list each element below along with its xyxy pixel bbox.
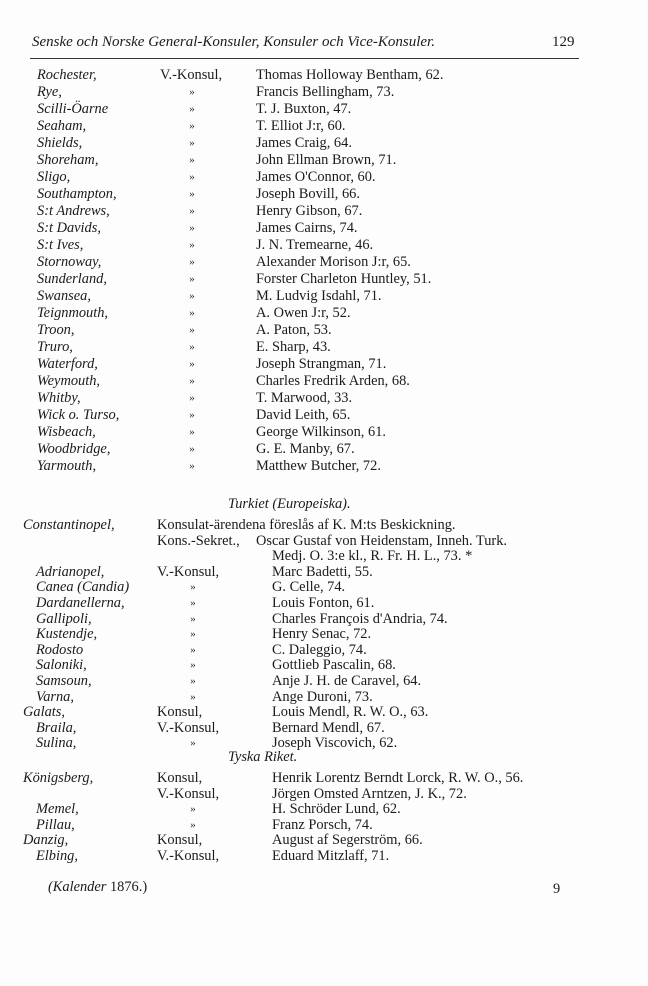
consul-rank: V.-Konsul, [157, 848, 220, 864]
ditto-mark: » [189, 154, 195, 166]
consul-name: Oscar Gustaf von Heidenstam, Inneh. Turk. [256, 532, 507, 549]
consul-name: T. J. Buxton, 47. [256, 101, 352, 117]
consul-name: Henry Senac, 72. [272, 626, 372, 643]
place-name: Whitby, [37, 390, 81, 406]
ditto-mark: » [189, 307, 195, 319]
consul-name: Eduard Mitzlaff, 71. [272, 848, 390, 864]
place-name: S:t Ives, [37, 237, 84, 253]
ditto-mark: » [190, 690, 196, 703]
consul-name: Medj. O. 3:e kl., R. Fr. H. L., 73. * [272, 548, 473, 565]
consul-name: C. Daleggio, 74. [272, 641, 367, 658]
consul-name: M. Ludvig Isdahl, 71. [256, 288, 382, 304]
ditto-mark: » [189, 358, 195, 370]
consul-rank: V.-Konsul, [157, 563, 220, 580]
place-name: Southampton, [37, 186, 117, 202]
place-name: Sunderland, [37, 271, 107, 287]
consul-name: James O'Connor, 60. [256, 169, 376, 185]
place-name: S:t Andrews, [37, 203, 110, 219]
place-name: Dardanellerna, [36, 595, 125, 611]
consul-name: Joseph Viscovich, 62. [272, 735, 398, 752]
consul-name: James Craig, 64. [256, 135, 352, 151]
ditto-mark: » [190, 659, 196, 672]
consul-name: Joseph Strangman, 71. [256, 356, 387, 372]
ditto-mark: » [189, 188, 195, 200]
consul-name: T. Elliot J:r, 60. [256, 118, 346, 134]
place-name: Waterford, [37, 356, 98, 372]
consul-rank: Konsul, [157, 770, 203, 786]
place-name: Yarmouth, [37, 458, 97, 474]
consul-name: Charles Fredrik Arden, 68. [256, 373, 410, 389]
place-name: Wisbeach, [37, 424, 96, 440]
ditto-mark: » [190, 581, 196, 594]
place-name: Pillau, [36, 816, 75, 833]
ditto-mark: » [189, 375, 195, 387]
consul-name: Marc Badetti, 55. [272, 563, 373, 580]
ditto-mark: » [189, 256, 195, 268]
place-name: Königsberg, [23, 770, 94, 786]
consul-name: Henrik Lorentz Berndt Lorck, R. W. O., 56. [272, 770, 524, 786]
consul-name: Konsulat-ärendena föreslås af K. M:ts Beskickning. [157, 517, 456, 533]
place-name: Shoreham, [37, 152, 99, 168]
place-name: Seaham, [37, 118, 87, 134]
consul-name: G. Celle, 74. [272, 579, 346, 596]
place-name: Stornoway, [37, 254, 102, 270]
consul-name: Louis Mendl, R. W. O., 63. [272, 704, 429, 721]
place-name: Sligo, [37, 169, 71, 185]
consul-name: Charles François d'Andria, 74. [272, 610, 448, 627]
ditto-mark: » [190, 612, 196, 625]
consul-name: A. Paton, 53. [256, 322, 332, 338]
ditto-mark: » [189, 273, 195, 285]
consul-name: Jörgen Omsted Arntzen, J. K., 72. [272, 785, 467, 802]
ditto-mark: » [190, 818, 196, 831]
place-name: Rye, [37, 84, 62, 100]
place-name: Wick o. Turso, [37, 407, 120, 423]
consul-name: August af Segerström, 66. [272, 832, 423, 849]
consul-name: Franz Porsch, 74. [272, 816, 373, 833]
page-number: 129 [552, 34, 575, 50]
consul-name: A. Owen J:r, 52. [256, 305, 351, 321]
place-name: Teignmouth, [37, 305, 109, 321]
ditto-mark: » [189, 341, 195, 353]
consul-name: Matthew Butcher, 72. [256, 458, 381, 474]
place-name: Truro, [37, 339, 73, 355]
place-name: Adrianopel, [36, 563, 105, 580]
consul-rank: V.-Konsul, [157, 719, 220, 736]
consul-name: J. N. Tremearne, 46. [256, 237, 374, 253]
place-name: Elbing, [36, 848, 78, 864]
consul-name: George Wilkinson, 61. [256, 424, 386, 440]
consul-name: H. Schröder Lund, 62. [272, 801, 401, 818]
running-header-title: Senske och Norske General-Konsuler, Konsuler och Vice-Konsuler. [32, 34, 435, 50]
consul-name: Anje J. H. de Caravel, 64. [272, 673, 422, 689]
consul-name: Bernard Mendl, 67. [272, 719, 385, 736]
place-name: Troon, [37, 322, 75, 338]
ditto-mark: » [190, 803, 196, 816]
consul-rank: Konsul, [157, 832, 203, 849]
place-name: Rodosto [36, 641, 84, 658]
place-name: Weymouth, [37, 373, 101, 389]
ditto-mark: » [190, 628, 196, 641]
consul-name: Ange Duroni, 73. [272, 688, 373, 705]
consul-name: Louis Fonton, 61. [272, 595, 375, 611]
consul-name: John Ellman Brown, 71. [256, 152, 397, 168]
ditto-mark: » [190, 597, 196, 609]
place-name: Varna, [36, 688, 74, 705]
consul-rank: Kons.-Sekret., [157, 532, 240, 549]
ditto-mark: » [189, 137, 195, 149]
signature-mark: 9 [553, 881, 561, 897]
ditto-mark: » [189, 426, 195, 438]
place-name: Constantinopel, [23, 517, 115, 533]
consul-name: Gottlieb Pascalin, 68. [272, 657, 396, 674]
place-name: Samsoun, [36, 673, 92, 689]
consul-name: Francis Bellingham, 73. [256, 84, 395, 100]
ditto-mark: » [189, 171, 195, 183]
consul-name: Forster Charleton Huntley, 51. [256, 271, 432, 287]
consul-name: Alexander Morison J:r, 65. [256, 254, 411, 270]
ditto-mark: » [189, 103, 195, 115]
ditto-mark: » [190, 643, 196, 656]
ditto-mark: » [189, 392, 195, 404]
ditto-mark: » [189, 460, 195, 472]
ditto-mark: » [189, 120, 195, 132]
consul-name: T. Marwood, 33. [256, 390, 353, 406]
ditto-mark: » [189, 86, 195, 98]
footer-note-title: (Kalender [48, 879, 107, 895]
consul-name: Henry Gibson, 67. [256, 203, 363, 219]
place-name: Swansea, [37, 288, 91, 304]
place-name: Saloniki, [36, 657, 87, 674]
place-name: Rochester, [37, 67, 97, 83]
place-name: S:t Davids, [37, 220, 101, 236]
place-name: Scilli-Öarne [37, 101, 109, 117]
place-name: Galats, [23, 704, 65, 721]
ditto-mark: » [189, 222, 195, 234]
place-name: Canea (Candia) [36, 579, 130, 596]
ditto-mark: » [189, 239, 195, 251]
ditto-mark: » [189, 205, 195, 217]
place-name: Danzig, [23, 832, 69, 849]
consul-name: Joseph Bovill, 66. [256, 186, 360, 202]
ditto-mark: » [190, 675, 196, 687]
header-rule [30, 58, 579, 59]
place-name: Sulina, [36, 735, 77, 752]
place-name: Gallipoli, [36, 610, 92, 627]
consul-rank: Konsul, [157, 704, 203, 721]
consul-rank: V.-Konsul, [160, 67, 223, 83]
place-name: Woodbridge, [37, 441, 111, 457]
consul-name: E. Sharp, 43. [256, 339, 331, 355]
ditto-mark: » [190, 737, 196, 750]
section-heading: Tyska Riket. [228, 749, 298, 765]
ditto-mark: » [189, 290, 195, 302]
place-name: Shields, [37, 135, 83, 151]
consul-name: G. E. Manby, 67. [256, 441, 355, 457]
consul-name: James Cairns, 74. [256, 220, 358, 236]
footer-note [48, 880, 147, 895]
place-name: Kustendje, [36, 626, 98, 643]
ditto-mark: » [189, 443, 195, 455]
consul-name: David Leith, 65. [256, 407, 351, 423]
place-name: Braila, [36, 719, 77, 736]
ditto-mark: » [189, 409, 195, 421]
consul-rank: V.-Konsul, [157, 785, 220, 802]
footer-note-year: 1876.) [109, 879, 148, 895]
consul-name: Thomas Holloway Bentham, 62. [256, 67, 444, 83]
section-heading: Turkiet (Europeiska). [228, 496, 351, 512]
ditto-mark: » [189, 324, 195, 336]
place-name: Memel, [36, 801, 79, 818]
